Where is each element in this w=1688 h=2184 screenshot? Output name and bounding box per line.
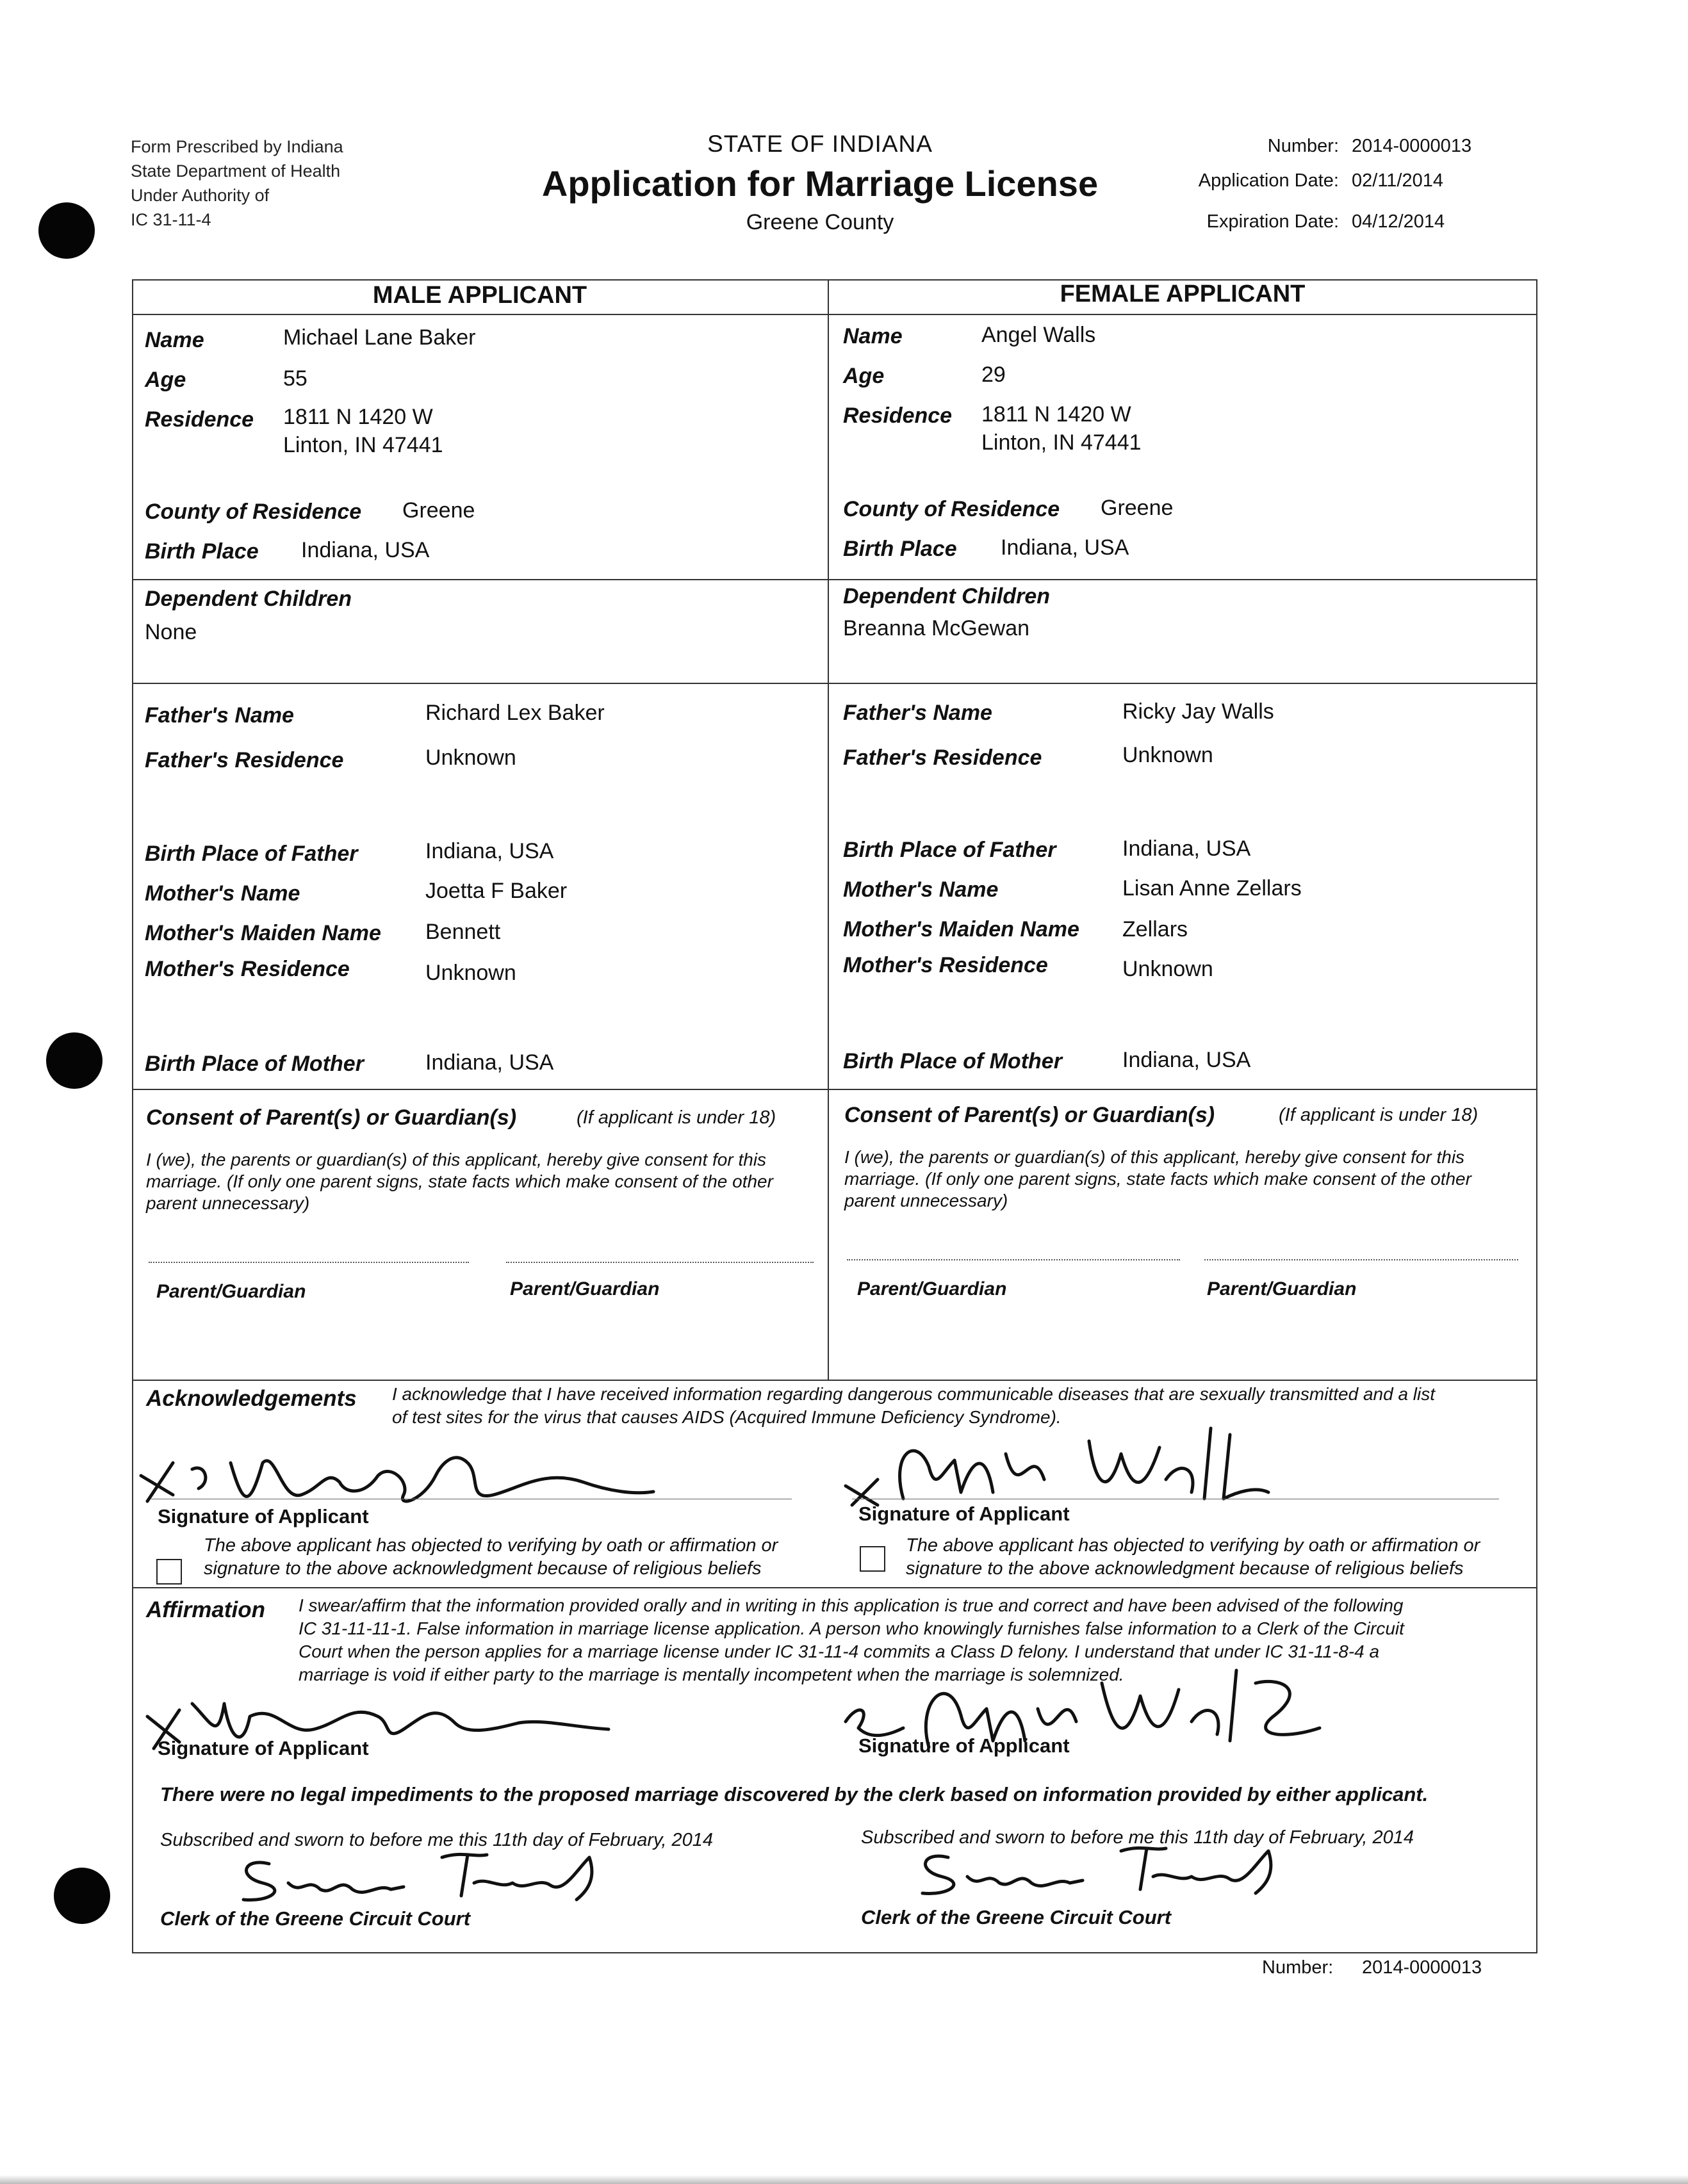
prescribed-by-block bbox=[131, 134, 343, 232]
female-father-birthplace-label: Birth Place of Father bbox=[843, 838, 1056, 862]
male-sworn-statement: Subscribed and sworn to before me this 11th day of February, 2014 bbox=[160, 1830, 713, 1850]
female-objection-text-line2: signature to the above acknowledgment because of religious beliefs bbox=[906, 1558, 1464, 1579]
female-acknowledgement-signature bbox=[833, 1415, 1281, 1512]
male-residence-line2: Linton, IN 47441 bbox=[283, 433, 443, 457]
footer-number-label: Number: bbox=[1262, 1957, 1334, 1978]
male-father-name-value: Richard Lex Baker bbox=[425, 701, 605, 725]
section-rule bbox=[132, 683, 1536, 684]
female-dependents-label: Dependent Children bbox=[843, 584, 1051, 608]
female-age-label: Age bbox=[843, 364, 885, 388]
male-parent-signature-line-1[interactable] bbox=[149, 1262, 469, 1263]
expiration-date-value: 04/12/2014 bbox=[1352, 211, 1445, 232]
female-consent-title: Consent of Parent(s) or Guardian(s) bbox=[844, 1103, 1215, 1127]
female-religious-objection-checkbox[interactable] bbox=[860, 1546, 885, 1572]
male-mother-birthplace-label: Birth Place of Mother bbox=[145, 1052, 364, 1076]
punch-hole-bottom bbox=[54, 1868, 110, 1924]
prescribed-line: Form Prescribed by Indiana bbox=[131, 137, 343, 156]
female-mother-residence-label: Mother's Residence bbox=[843, 953, 1048, 977]
application-date-label: Application Date: bbox=[1198, 170, 1339, 191]
male-parent-guardian-label-2: Parent/Guardian bbox=[510, 1278, 660, 1300]
affirmation-text-line2: IC 31-11-11-1. False information in marriage license application. A person who knowingly furnishes false information to a Clerk of the Circuit bbox=[299, 1618, 1404, 1638]
male-father-birthplace-value: Indiana, USA bbox=[425, 839, 554, 863]
female-residence-line2: Linton, IN 47441 bbox=[981, 430, 1142, 455]
female-father-birthplace-value: Indiana, USA bbox=[1122, 836, 1251, 861]
female-father-residence-value: Unknown bbox=[1122, 743, 1213, 767]
female-birthplace-label: Birth Place bbox=[843, 537, 957, 561]
heading-rule bbox=[132, 314, 1536, 315]
female-applicant-heading: FEMALE APPLICANT bbox=[1060, 281, 1306, 307]
section-rule bbox=[132, 1089, 1536, 1090]
male-county-value: Greene bbox=[402, 498, 475, 523]
male-clerk-signature bbox=[231, 1845, 602, 1909]
male-acknowledgement-signature bbox=[135, 1424, 660, 1514]
female-parent-signature-line-1[interactable] bbox=[847, 1259, 1180, 1260]
female-objection-text-line1: The above applicant has objected to verifying by oath or affirmation or bbox=[906, 1535, 1480, 1556]
female-affirmation-signature-label: Signature of Applicant bbox=[858, 1734, 1070, 1757]
prescribed-line: Under Authority of bbox=[131, 186, 270, 205]
affirmation-text-line1: I swear/affirm that the information provided orally and in writing in this application is true and correct and have been advised of the following bbox=[299, 1595, 1404, 1615]
female-mother-birthplace-value: Indiana, USA bbox=[1122, 1048, 1251, 1072]
prescribed-line: IC 31-11-4 bbox=[131, 210, 211, 229]
female-father-name-label: Father's Name bbox=[843, 701, 992, 725]
female-name-label: Name bbox=[843, 324, 903, 348]
male-dependents-label: Dependent Children bbox=[145, 587, 352, 611]
male-age-label: Age bbox=[145, 368, 186, 392]
female-residence-line1: 1811 N 1420 W bbox=[981, 402, 1131, 427]
male-mother-name-value: Joetta F Baker bbox=[425, 879, 568, 903]
punch-hole-top bbox=[38, 202, 95, 259]
state-name: STATE OF INDIANA bbox=[707, 131, 933, 157]
scan-bottom-edge bbox=[0, 2175, 1688, 2184]
female-parent-guardian-label-1: Parent/Guardian bbox=[857, 1278, 1007, 1300]
female-consent-text: I (we), the parents or guardian(s) of this applicant, hereby give consent for this marriage. (If only one parent signs, state facts which make consent of the other parent unnecessary) bbox=[844, 1147, 1471, 1210]
male-father-residence-label: Father's Residence bbox=[145, 748, 344, 772]
female-birthplace-value: Indiana, USA bbox=[1001, 535, 1129, 560]
male-consent-text: I (we), the parents or guardian(s) of this applicant, hereby give consent for this marriage. (If only one parent signs, state facts which make consent of the other parent unnecessary) bbox=[146, 1150, 773, 1213]
female-mother-name-value: Lisan Anne Zellars bbox=[1122, 876, 1302, 900]
male-father-name-label: Father's Name bbox=[145, 703, 294, 728]
female-name-value: Angel Walls bbox=[981, 323, 1096, 347]
prescribed-line: State Department of Health bbox=[131, 161, 341, 181]
acknowledgements-text-line1: I acknowledge that I have received information regarding dangerous communicable diseases that are sexually transmitted and a list bbox=[392, 1384, 1436, 1404]
acknowledgements-title: Acknowledgements bbox=[146, 1386, 357, 1411]
male-birthplace-label: Birth Place bbox=[145, 539, 259, 564]
female-clerk-signature bbox=[910, 1838, 1281, 1902]
male-age-value: 55 bbox=[283, 366, 307, 391]
section-rule bbox=[132, 1380, 1536, 1381]
expiration-date-label: Expiration Date: bbox=[1206, 211, 1339, 232]
male-father-birthplace-label: Birth Place of Father bbox=[145, 842, 358, 866]
female-age-value: 29 bbox=[981, 363, 1006, 387]
male-mother-maiden-value: Bennett bbox=[425, 920, 501, 944]
male-parent-signature-line-2[interactable] bbox=[506, 1262, 814, 1263]
female-acknowledgement-signature-label: Signature of Applicant bbox=[858, 1503, 1070, 1525]
male-father-residence-value: Unknown bbox=[425, 746, 516, 770]
footer-number-value: 2014-0000013 bbox=[1362, 1957, 1482, 1978]
section-rule bbox=[132, 1587, 1536, 1588]
application-date-value: 02/11/2014 bbox=[1352, 170, 1443, 191]
acknowledgements-text-line2: of test sites for the virus that causes AIDS (Acquired Immune Deficiency Syndrome). bbox=[392, 1407, 1061, 1427]
male-name-label: Name bbox=[145, 328, 204, 352]
male-residence-label: Residence bbox=[145, 407, 254, 432]
female-consent-note: (If applicant is under 18) bbox=[1279, 1105, 1479, 1125]
female-county-label: County of Residence bbox=[843, 497, 1060, 521]
male-religious-objection-checkbox[interactable] bbox=[156, 1559, 182, 1585]
male-objection-text-line2: signature to the above acknowledgment because of religious beliefs bbox=[204, 1558, 762, 1579]
male-clerk-label: Clerk of the Greene Circuit Court bbox=[160, 1907, 471, 1930]
female-mother-maiden-value: Zellars bbox=[1122, 917, 1188, 941]
number-value: 2014-0000013 bbox=[1352, 136, 1472, 156]
male-objection-text-line1: The above applicant has objected to verifying by oath or affirmation or bbox=[204, 1535, 778, 1556]
female-sworn-statement: Subscribed and sworn to before me this 11th day of February, 2014 bbox=[861, 1827, 1414, 1848]
female-mother-residence-value: Unknown bbox=[1122, 957, 1213, 981]
male-mother-maiden-label: Mother's Maiden Name bbox=[145, 921, 381, 945]
male-residence-line1: 1811 N 1420 W bbox=[283, 405, 433, 429]
male-birthplace-value: Indiana, USA bbox=[301, 538, 430, 562]
male-mother-name-label: Mother's Name bbox=[145, 881, 300, 906]
female-residence-label: Residence bbox=[843, 403, 953, 428]
male-parent-guardian-label-1: Parent/Guardian bbox=[156, 1281, 306, 1302]
female-mother-birthplace-label: Birth Place of Mother bbox=[843, 1049, 1062, 1073]
female-mother-maiden-label: Mother's Maiden Name bbox=[843, 917, 1079, 941]
female-county-value: Greene bbox=[1101, 496, 1174, 520]
male-consent-title: Consent of Parent(s) or Guardian(s) bbox=[146, 1105, 517, 1130]
male-dependents-value: None bbox=[145, 620, 197, 644]
female-father-residence-label: Father's Residence bbox=[843, 746, 1042, 770]
male-affirmation-signature-label: Signature of Applicant bbox=[158, 1737, 369, 1759]
column-divider bbox=[828, 279, 829, 1380]
male-mother-birthplace-value: Indiana, USA bbox=[425, 1050, 554, 1075]
number-label: Number: bbox=[1267, 136, 1339, 156]
female-parent-guardian-label-2: Parent/Guardian bbox=[1207, 1278, 1357, 1300]
punch-hole-middle bbox=[46, 1032, 102, 1089]
county-name: Greene County bbox=[746, 210, 894, 234]
female-father-name-value: Ricky Jay Walls bbox=[1122, 699, 1274, 724]
form-title: Application for Marriage License bbox=[541, 163, 1099, 204]
female-mother-name-label: Mother's Name bbox=[843, 877, 999, 902]
section-rule bbox=[132, 579, 1536, 580]
male-applicant-heading: MALE APPLICANT bbox=[372, 282, 587, 309]
male-name-value: Michael Lane Baker bbox=[283, 325, 476, 350]
female-dependents-value: Breanna McGewan bbox=[843, 616, 1030, 640]
affirmation-text-line4: marriage is void if either party to the marriage is mentally incompetent when the marriage is solemnized. bbox=[299, 1665, 1124, 1684]
affirmation-text-line3: Court when the person applies for a marriage license under IC 31-11-4 commits a Class D felony. I understand that under IC 31-11-8-4 a bbox=[299, 1642, 1380, 1661]
male-consent-note: (If applicant is under 18) bbox=[577, 1107, 776, 1128]
no-impediments-statement: There were no legal impediments to the proposed marriage discovered by the clerk based on information provided by either applicant. bbox=[160, 1783, 1429, 1805]
male-mother-residence-label: Mother's Residence bbox=[145, 957, 350, 981]
affirmation-title: Affirmation bbox=[146, 1597, 266, 1622]
female-clerk-label: Clerk of the Greene Circuit Court bbox=[861, 1906, 1172, 1928]
female-parent-signature-line-2[interactable] bbox=[1204, 1259, 1518, 1260]
male-acknowledgement-signature-label: Signature of Applicant bbox=[158, 1505, 369, 1528]
male-county-label: County of Residence bbox=[145, 500, 362, 524]
male-mother-residence-value: Unknown bbox=[425, 961, 516, 985]
